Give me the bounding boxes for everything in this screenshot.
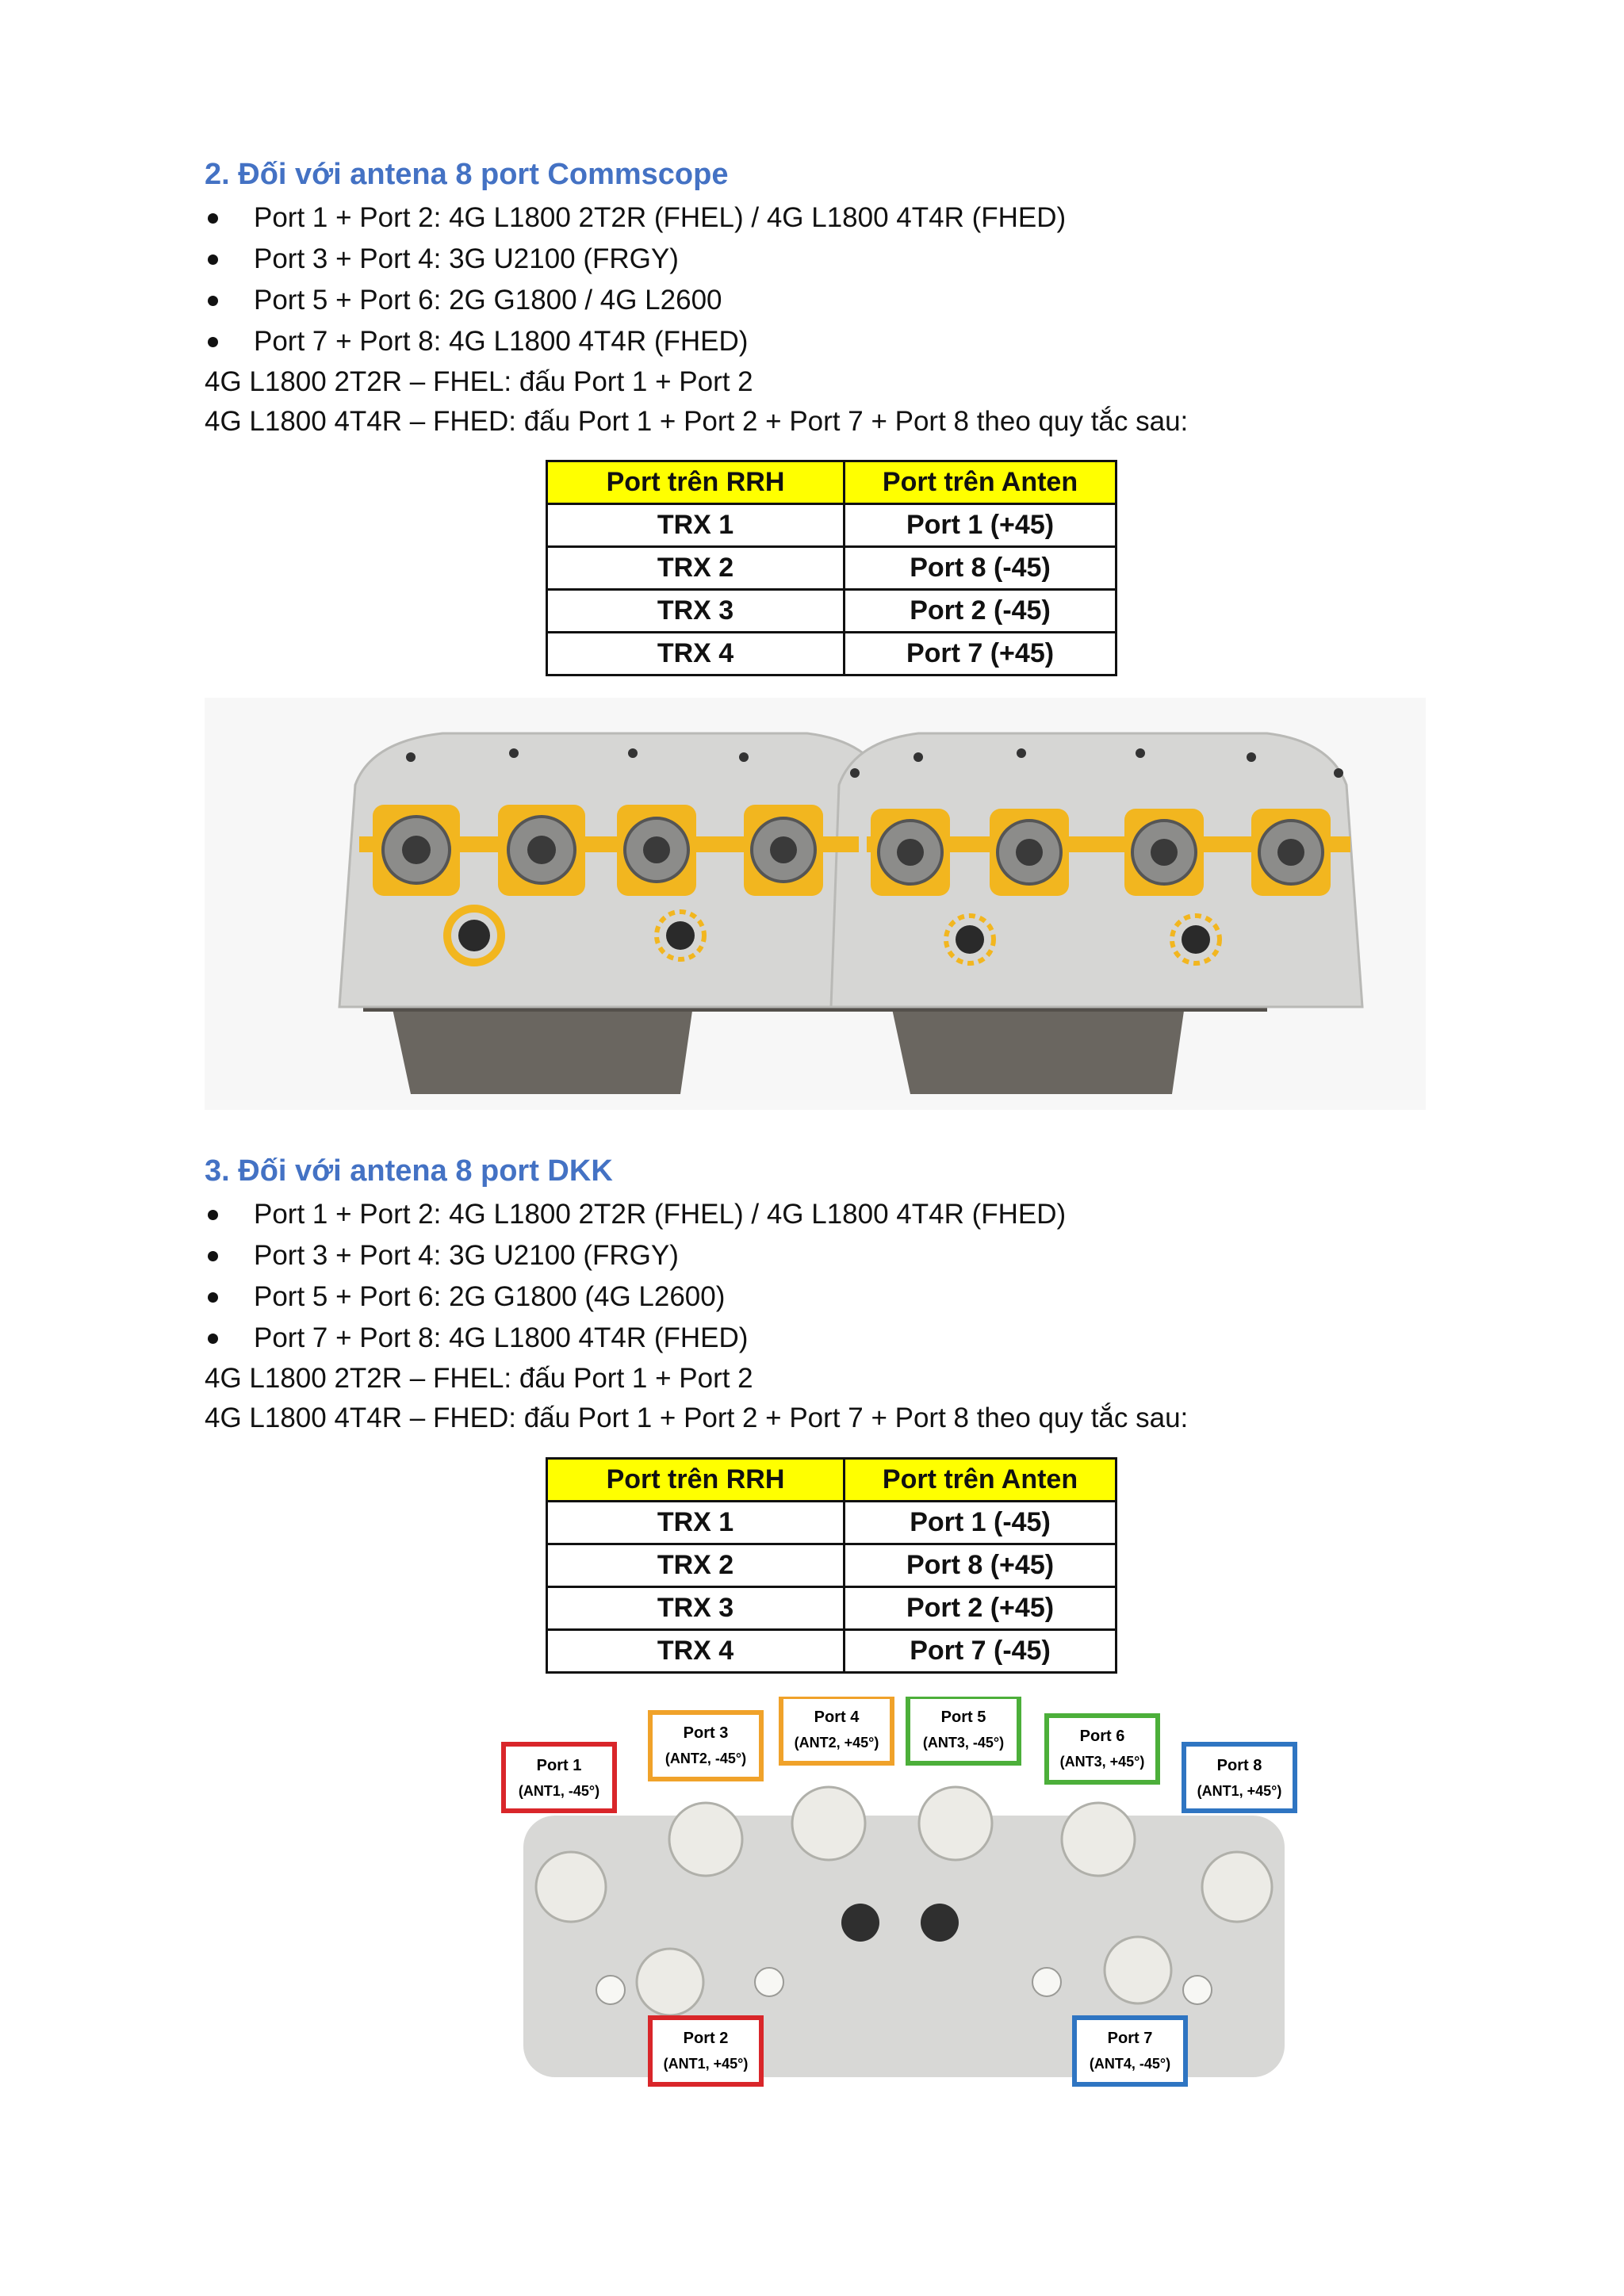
table-cell: Port 7 (-45) bbox=[845, 1630, 1116, 1673]
table-cell: TRX 3 bbox=[547, 590, 845, 633]
list-item: Port 1 + Port 2: 4G L1800 2T2R (FHEL) / 4G L1800 4T4R (FHED) bbox=[205, 197, 1442, 239]
svg-text:(ANT1, +45°): (ANT1, +45°) bbox=[663, 2056, 749, 2072]
table-header-row bbox=[547, 1459, 1116, 1502]
section-heading: 2. Đối với antena 8 port Commscope bbox=[205, 158, 729, 191]
svg-text:Port 6: Port 6 bbox=[1079, 1728, 1125, 1745]
table-cell: TRX 2 bbox=[547, 547, 845, 590]
bullet-icon bbox=[208, 337, 218, 347]
svg-text:Port 3: Port 3 bbox=[683, 1724, 729, 1742]
bullet-icon bbox=[208, 254, 218, 265]
column-header: Port trên RRH bbox=[547, 1459, 845, 1502]
bullet-icon bbox=[208, 1292, 218, 1303]
section-dkk bbox=[205, 1151, 1442, 1438]
port-mapping-table bbox=[546, 460, 1117, 676]
svg-text:Port 4: Port 4 bbox=[814, 1709, 860, 1726]
table-header-row bbox=[547, 461, 1116, 504]
commscope-antenna-photo bbox=[205, 698, 1426, 1110]
list-item: Port 7 + Port 8: 4G L1800 4T4R (FHED) bbox=[205, 1318, 1442, 1359]
section-heading: 3. Đối với antena 8 port DKK bbox=[205, 1154, 613, 1188]
list-item: Port 3 + Port 4: 3G U2100 (FRGY) bbox=[205, 1235, 1442, 1276]
table-row bbox=[547, 633, 1116, 675]
svg-text:(ANT2, +45°): (ANT2, +45°) bbox=[794, 1735, 879, 1751]
list-item: Port 5 + Port 6: 2G G1800 (4G L2600) bbox=[205, 1276, 1442, 1318]
table-cell: TRX 4 bbox=[547, 1630, 845, 1673]
table-cell: TRX 2 bbox=[547, 1544, 845, 1587]
list-item: Port 3 + Port 4: 3G U2100 (FRGY) bbox=[205, 239, 1442, 280]
svg-text:(ANT1, +45°): (ANT1, +45°) bbox=[1197, 1783, 1282, 1799]
svg-text:Port 1: Port 1 bbox=[536, 1757, 582, 1774]
port-1-label bbox=[504, 1744, 615, 1811]
table-row bbox=[547, 1587, 1116, 1630]
port-4-label bbox=[781, 1697, 892, 1763]
bullet-icon bbox=[208, 296, 218, 306]
svg-text:(ANT4, -45°): (ANT4, -45°) bbox=[1089, 2056, 1171, 2072]
svg-text:Port 7: Port 7 bbox=[1107, 2030, 1153, 2047]
bullet-icon bbox=[208, 213, 218, 224]
paragraph: 4G L1800 4T4R – FHED: đấu Port 1 + Port 2 + Port 7 + Port 8 theo quy tắc sau: bbox=[205, 406, 1189, 437]
bullet-list bbox=[205, 1194, 1442, 1359]
bullet-list bbox=[205, 197, 1442, 362]
svg-text:(ANT3, +45°): (ANT3, +45°) bbox=[1059, 1754, 1145, 1770]
port-5-label bbox=[908, 1697, 1019, 1763]
table-cell: Port 2 (-45) bbox=[845, 590, 1116, 633]
table-cell: TRX 1 bbox=[547, 504, 845, 547]
table-row bbox=[547, 590, 1116, 633]
port-7-label bbox=[1074, 2018, 1185, 2084]
table-cell: Port 8 (+45) bbox=[845, 1544, 1116, 1587]
paragraph: 4G L1800 4T4R – FHED: đấu Port 1 + Port 2 + Port 7 + Port 8 theo quy tắc sau: bbox=[205, 1402, 1189, 1433]
table-row bbox=[547, 1502, 1116, 1544]
table-cell: Port 1 (-45) bbox=[845, 1502, 1116, 1544]
column-header: Port trên RRH bbox=[547, 461, 845, 504]
svg-text:(ANT2, -45°): (ANT2, -45°) bbox=[665, 1751, 747, 1766]
svg-text:(ANT3, -45°): (ANT3, -45°) bbox=[922, 1735, 1005, 1751]
dkk-antenna-photo bbox=[500, 1697, 1308, 2093]
list-item: Port 1 + Port 2: 4G L1800 2T2R (FHEL) / 4G L1800 4T4R (FHED) bbox=[205, 1194, 1442, 1235]
svg-text:Port 5: Port 5 bbox=[940, 1709, 986, 1726]
column-header: Port trên Anten bbox=[845, 461, 1116, 504]
table-cell: Port 1 (+45) bbox=[845, 504, 1116, 547]
column-header: Port trên Anten bbox=[845, 1459, 1116, 1502]
svg-text:(ANT1, -45°): (ANT1, -45°) bbox=[518, 1783, 600, 1799]
table-row bbox=[547, 1630, 1116, 1673]
svg-text:Port 8: Port 8 bbox=[1216, 1757, 1262, 1774]
table-row bbox=[547, 1544, 1116, 1587]
table-row bbox=[547, 547, 1116, 590]
port-8-label bbox=[1184, 1744, 1295, 1811]
bullet-icon bbox=[208, 1210, 218, 1220]
list-item: Port 5 + Port 6: 2G G1800 / 4G L2600 bbox=[205, 280, 1442, 321]
table-row bbox=[547, 504, 1116, 547]
list-item: Port 7 + Port 8: 4G L1800 4T4R (FHED) bbox=[205, 321, 1442, 362]
paragraph: 4G L1800 2T2R – FHEL: đấu Port 1 + Port 2 bbox=[205, 366, 753, 397]
port-2-label bbox=[650, 2018, 761, 2084]
port-6-label bbox=[1047, 1716, 1158, 1782]
paragraph: 4G L1800 2T2R – FHEL: đấu Port 1 + Port 2 bbox=[205, 1363, 753, 1394]
port-mapping-table bbox=[546, 1457, 1117, 1674]
section-commscope bbox=[205, 155, 1442, 442]
table-cell: Port 7 (+45) bbox=[845, 633, 1116, 675]
table-cell: Port 2 (+45) bbox=[845, 1587, 1116, 1630]
table-cell: TRX 4 bbox=[547, 633, 845, 675]
bullet-icon bbox=[208, 1334, 218, 1344]
bullet-icon bbox=[208, 1251, 218, 1261]
table-cell: Port 8 (-45) bbox=[845, 547, 1116, 590]
table-cell: TRX 3 bbox=[547, 1587, 845, 1630]
port-3-label bbox=[650, 1712, 761, 1779]
svg-text:Port 2: Port 2 bbox=[683, 2030, 729, 2047]
table-cell: TRX 1 bbox=[547, 1502, 845, 1544]
